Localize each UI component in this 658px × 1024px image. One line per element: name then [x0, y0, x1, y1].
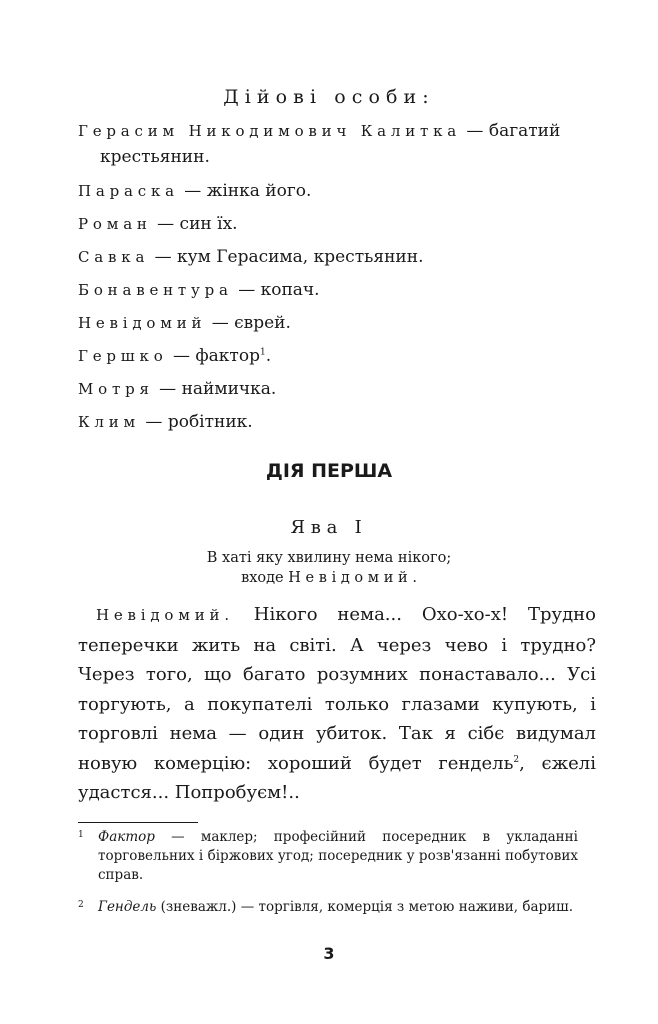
cast-role: Роман [78, 215, 152, 233]
cast-role: Герасим Никодимович Калитка [78, 122, 462, 140]
cast-desc-continuation: крестьянин. [100, 147, 210, 167]
cast-item [78, 377, 276, 401]
speaker-name: Невідомий. [96, 606, 234, 624]
cast-item [78, 179, 311, 203]
stage-text: входе [241, 570, 289, 586]
footnote-divider [78, 822, 198, 823]
cast-item [78, 245, 423, 269]
speech-paragraph [78, 600, 596, 808]
cast-item [78, 311, 291, 335]
act-title: ДІЯ ПЕРША [265, 460, 393, 482]
footnote-text: (зневажл.) — торгівля, комерція з метою наживи, бариш. [156, 899, 573, 915]
speech-text: , єжелі удастся... Попробуєм!.. [78, 752, 596, 803]
cast-desc-end: . [265, 346, 272, 366]
cast-item [78, 344, 271, 368]
footnote-ref: 1 [259, 347, 266, 358]
footnote-body [78, 898, 578, 917]
footnote-body [78, 828, 578, 885]
cast-role: Параска [78, 182, 179, 200]
stage-character-name: Невідомий [288, 570, 413, 586]
cast-role: Бонавентура [78, 281, 233, 299]
cast-desc: — син їх. [151, 214, 238, 234]
cast-role: Клим [78, 413, 141, 431]
footnote-text: — маклер; професійний посередник в укладанні торговельних і біржових угод; посередник у розв'язанні побутових справ. [98, 829, 578, 883]
cast-item [78, 212, 238, 236]
cast-role: Савка [78, 248, 150, 266]
cast-desc: — робітник. [140, 412, 253, 432]
cast-item [78, 410, 253, 434]
footnote-mark: 1 [78, 830, 84, 840]
cast-desc: — копач. [232, 280, 320, 300]
stage-text: . [412, 570, 417, 586]
cast-desc: — фактор [167, 346, 260, 366]
cast-desc: — багатий [461, 121, 561, 141]
cast-desc: — наймичка. [153, 379, 277, 399]
footnote [78, 898, 578, 917]
speech-text: Нікого нема... Охо-хо-х! Трудно теперечки жить на світі. А через чево і трудно? Через того, що багато розумних понаставало... Усі торгують, а покупателі только глазами купують, і торговлі нема — один убиток. Так я сібє видумал новую комерцію: хороший будет гендель [78, 604, 596, 774]
footnote-mark: 2 [78, 900, 84, 910]
page-number: 3 [323, 944, 335, 963]
cast-desc: — кум Герасима, крестьянин. [149, 247, 424, 267]
cast-desc: — жінка його. [178, 181, 312, 201]
scene-title: Ява І [290, 517, 368, 538]
stage-direction-line [0, 568, 658, 588]
footnote-term: Фактор [98, 829, 155, 845]
footnote-ref: 2 [513, 754, 520, 765]
footnote-term: Гендель [98, 899, 157, 915]
cast-role: Невідомий [78, 314, 207, 332]
cast-item [78, 119, 560, 143]
cast-item [78, 278, 320, 302]
cast-heading: Дійові особи: [223, 86, 435, 108]
cast-desc: — єврей. [206, 313, 291, 333]
stage-direction-line: В хаті яку хвилину нема нікого; [206, 550, 452, 566]
footnote [78, 828, 578, 885]
cast-role: Мотря [78, 380, 154, 398]
cast-role: Гершко [78, 347, 168, 365]
